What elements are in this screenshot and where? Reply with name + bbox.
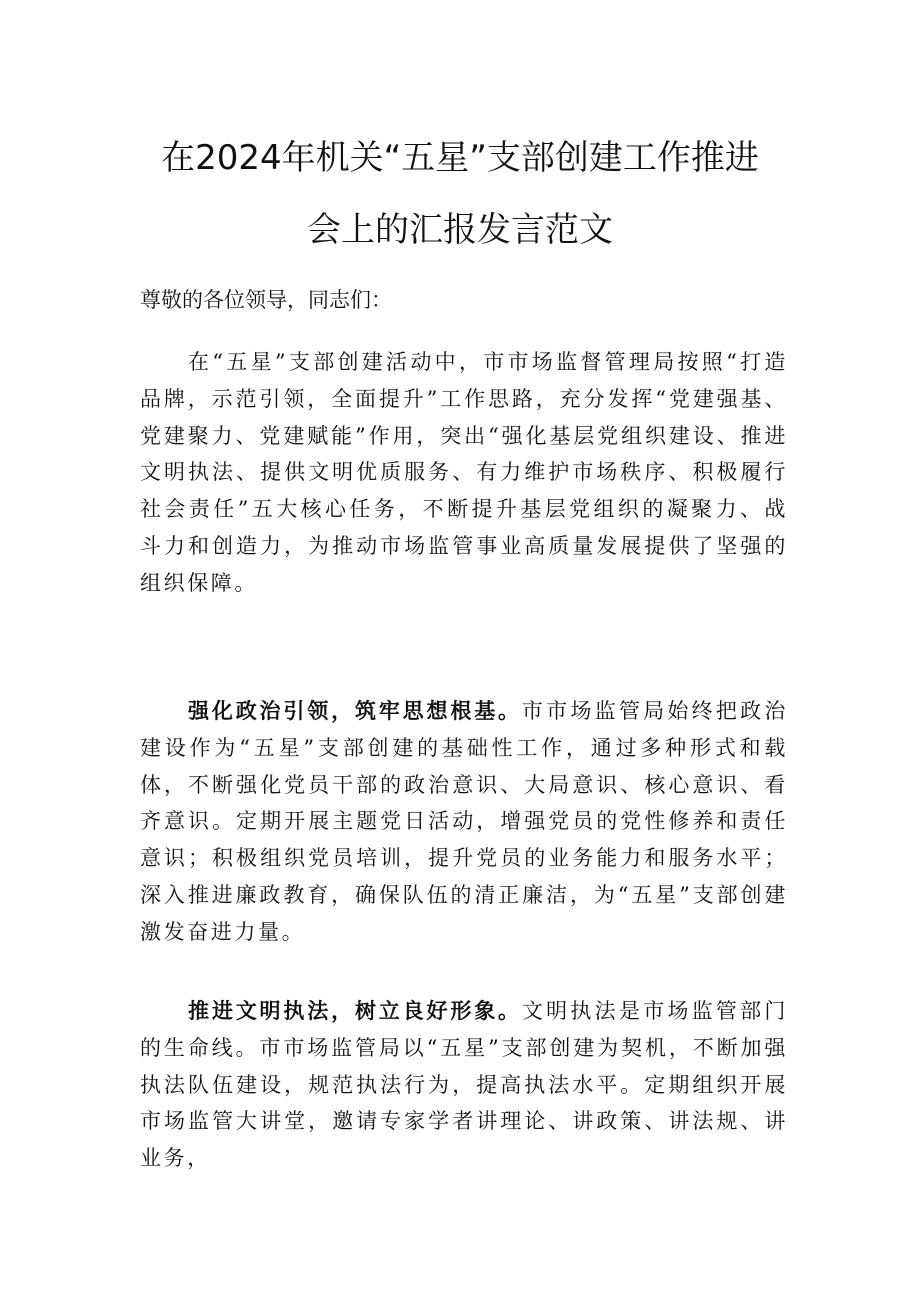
- paragraph-1: [140, 344, 788, 602]
- paragraph-1-body: 在“五星”支部创建活动中，市市场监督管理局按照“打造品牌，示范引领，全面提升”工作思路，充分发挥“党建强基、党建聚力、党建赋能”作用，突出“强化基层党组织建设、推进文明执法、提供文明优质服务、有力维护市场秩序、积极履行社会责任”五大核心任务，不断提升基层党组织的凝聚力、战斗力和创造力，为推动市场监管事业高质量发展提供了坚强的组织保障。: [140, 350, 788, 595]
- paragraph-2-lead: 强化政治引领，筑牢思想根基。: [188, 699, 522, 723]
- paragraph-3-body: 文明执法是市场监管部门的生命线。市市场监管局以“五星”支部创建为契机，不断加强执法队伍建设，规范执法行为，提高执法水平。定期组织开展市场监管大讲堂，邀请专家学者讲理论、讲政策、讲法规、讲业务，: [140, 999, 788, 1171]
- salutation: 尊敬的各位领导，同志们：: [140, 288, 392, 312]
- document-title-line-1: 在2024年机关“五星”支部创建工作推进: [161, 138, 759, 178]
- paragraph-2: [140, 693, 788, 951]
- document-title-line-2: 会上的汇报发言范文: [307, 210, 613, 250]
- paragraph-2-body: 市市场监管局始终把政治建设作为“五星”支部创建的基础性工作，通过多种形式和载体，不断强化党员干部的政治意识、大局意识、核心意识、看齐意识。定期开展主题党日活动，增强党员的党性修养和责任意识；积极组织党员培训，提升党员的业务能力和服务水平；深入推进廉政教育，确保队伍的清正廉洁，为“五星”支部创建激发奋进力量。: [140, 699, 788, 944]
- paragraph-3: [140, 993, 788, 1177]
- paragraph-3-lead: 推进文明执法，树立良好形象。: [188, 999, 522, 1023]
